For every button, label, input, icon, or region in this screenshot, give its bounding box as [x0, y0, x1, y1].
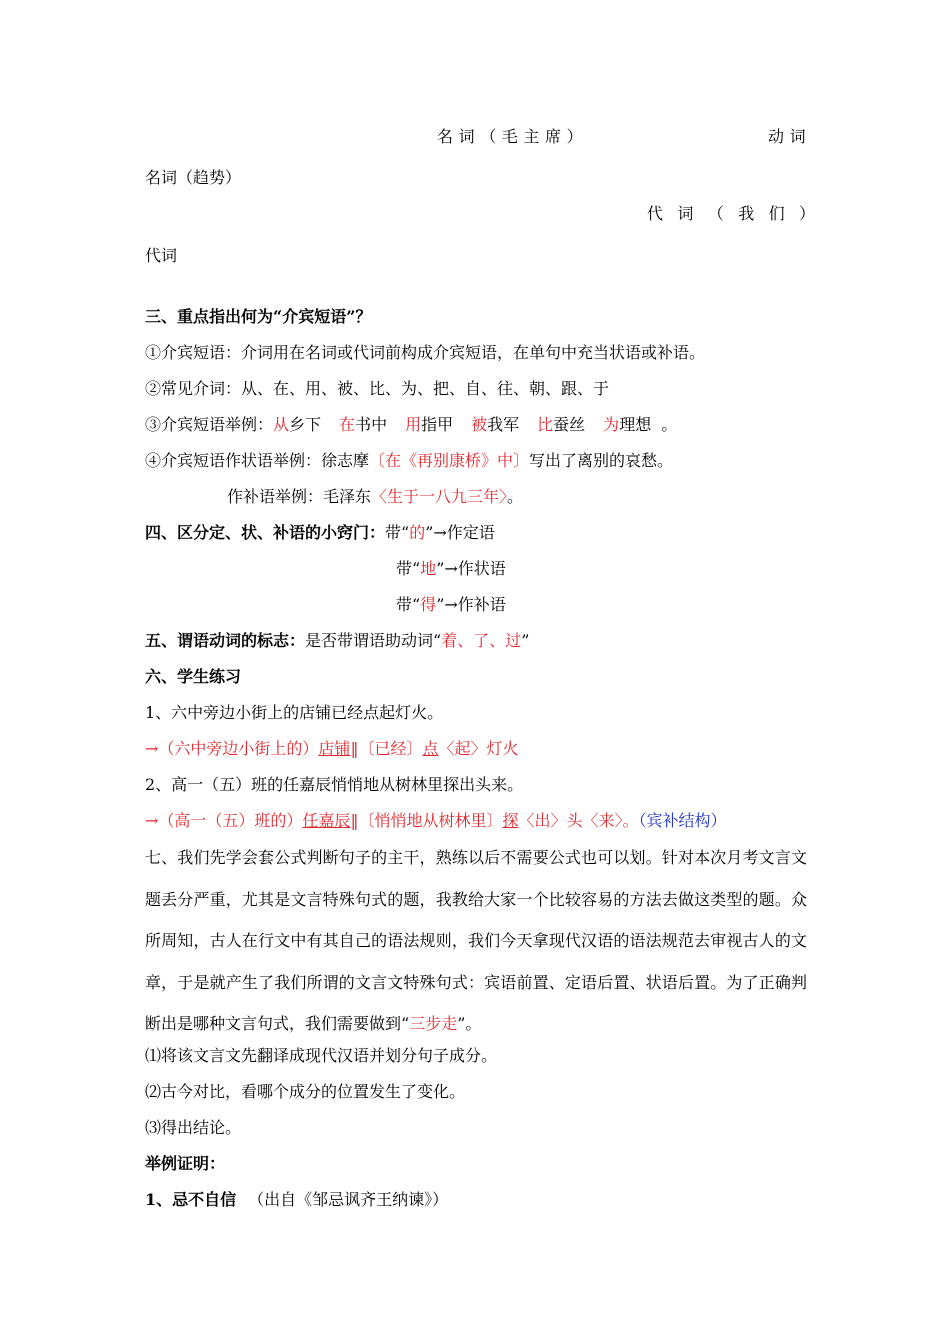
prep-object: 指甲: [421, 415, 454, 434]
prep-example: 为: [603, 415, 620, 434]
step-3: ⑶得出结论。: [145, 1118, 242, 1137]
prep-example: 从: [273, 415, 290, 434]
s3-line-1: ①介宾短语：介词用在名词或代词前构成介宾短语，在单句中充当状语或补语。: [145, 343, 706, 362]
s3-line-2: ②常见介词：从、在、用、被、比、为、把、自、往、朝、跟、于: [145, 379, 610, 398]
s4-item-post: ”→作定语: [425, 523, 495, 542]
s4-item-post: ”→作补语: [436, 595, 506, 614]
answer-verb: 点: [422, 739, 439, 758]
s5-line: [145, 630, 529, 652]
step-1: ⑴将该文言文先翻译成现代汉语并划分句子成分。: [145, 1046, 498, 1065]
answer-verb: 探: [502, 811, 519, 830]
prep-object: 蚕丝: [553, 415, 586, 434]
prep-object: 乡下: [289, 415, 322, 434]
s3-line-4-prefix: ④介宾短语作状语举例：徐志摩: [145, 451, 370, 470]
answer-adverbial: ‖〔悄悄地从树林里〕: [350, 811, 503, 830]
prep-object: 我军: [487, 415, 520, 434]
answer-subject: 店铺: [318, 739, 351, 758]
section-3-title: 三、重点指出何为“介宾短语”？: [145, 307, 372, 326]
s4-line-2: [396, 558, 506, 580]
s4-line-3: [396, 594, 506, 616]
s4-item-pre: 带“: [385, 523, 410, 542]
prep-object: 书中: [355, 415, 388, 434]
exercise-2-question: 2、高一（五）班的任嘉辰悄悄地从树林里探出头来。: [145, 775, 524, 794]
answer-adverbial: ‖〔已经〕: [350, 739, 423, 758]
section-5-title: 五、谓语动词的标志：: [145, 631, 306, 650]
s7-para-end: ”。: [457, 1014, 482, 1033]
prep-example: 被: [471, 415, 488, 434]
prep-example: 在: [339, 415, 356, 434]
adverbial-phrase: 〔在《再别康桥》中〕: [369, 451, 530, 470]
s7-three-steps: 三步走: [409, 1014, 458, 1033]
example-1-title: 1、忌不自信: [145, 1190, 237, 1209]
s4-item-pre: 带“: [396, 595, 421, 614]
s7-para-text: 七、我们先学会套公式判断句子的主干，熟练以后不需要公式也可以划。针对本次月考文言文题丢分严重，尤其是文言特殊句式的题，我教给大家一个比较容易的方法去做这类型的题。众所周知，古人在行文中有其自己的语法规则，我们今天拿现代汉语的语法规范去审视古人的文章，于是就产生了我们所谓的文言文特殊句式：宾语前置、定语后置、状语后置。为了正确判断出是哪种文言句式，我们需要做到“: [145, 848, 807, 1033]
s3-line-4: [145, 450, 673, 472]
s4-line-1: [145, 522, 495, 544]
label-pronoun: 代词: [145, 246, 178, 265]
s4-marker: 的: [409, 523, 426, 542]
proof-heading: 举例证明：: [145, 1154, 226, 1173]
s5-end: ”: [521, 631, 530, 650]
section-7-paragraph: [145, 837, 807, 1045]
s3-line-5: [227, 486, 523, 508]
s5-markers: 着、了、过: [441, 631, 522, 650]
answer-note: （宾补结构）: [638, 811, 727, 830]
answer-rest: 〈出〉头〈来〉。: [518, 811, 639, 830]
answer-attr: →（六中旁边小街上的）: [145, 739, 319, 758]
s4-marker: 地: [420, 559, 437, 578]
label-verb: 动词: [768, 127, 812, 146]
prep-example: 用: [405, 415, 422, 434]
s3-line-3: [145, 414, 677, 436]
answer-rest: 〈起〉灯火: [438, 739, 519, 758]
prep-object: 理想: [619, 415, 652, 434]
section-6-title: 六、学生练习: [145, 667, 242, 686]
exercise-1-question: 1、六中旁边小街上的店铺已经点起灯火。: [145, 703, 444, 722]
label-pronoun-we: 代词（我们）: [647, 204, 830, 223]
s4-marker: 得: [420, 595, 437, 614]
label-noun-mao: 名词（毛主席）: [437, 127, 589, 146]
step-2: ⑵古今对比，看哪个成分的位置发生了变化。: [145, 1082, 466, 1101]
section-4-title: 四、区分定、状、补语的小窍门：: [145, 523, 386, 542]
s3-line-4-suffix: 写出了离别的哀愁。: [529, 451, 674, 470]
prep-example: 比: [537, 415, 554, 434]
example-1: [145, 1189, 448, 1211]
s3-line-3-prefix: ③介宾短语举例：: [145, 415, 274, 434]
s3-line-5-suffix: 。: [507, 487, 524, 506]
s3-line-3-end: 。: [661, 415, 678, 434]
complement-phrase: 〈生于一八九三年〉: [371, 487, 508, 506]
label-noun-trend: 名词（趋势）: [145, 168, 242, 187]
s4-item-post: ”→作状语: [436, 559, 506, 578]
example-1-source: （出自《邹忌讽齐王纳谏》）: [248, 1190, 449, 1209]
s4-item-pre: 带“: [396, 559, 421, 578]
s3-line-5-prefix: 作补语举例：毛泽东: [227, 487, 372, 506]
exercise-2-answer: [145, 810, 727, 832]
answer-subject: 任嘉辰: [302, 811, 351, 830]
answer-attr: →（高一（五）班的）: [145, 811, 303, 830]
exercise-1-answer: [145, 738, 518, 760]
s5-text: 是否带谓语助动词“: [305, 631, 442, 650]
